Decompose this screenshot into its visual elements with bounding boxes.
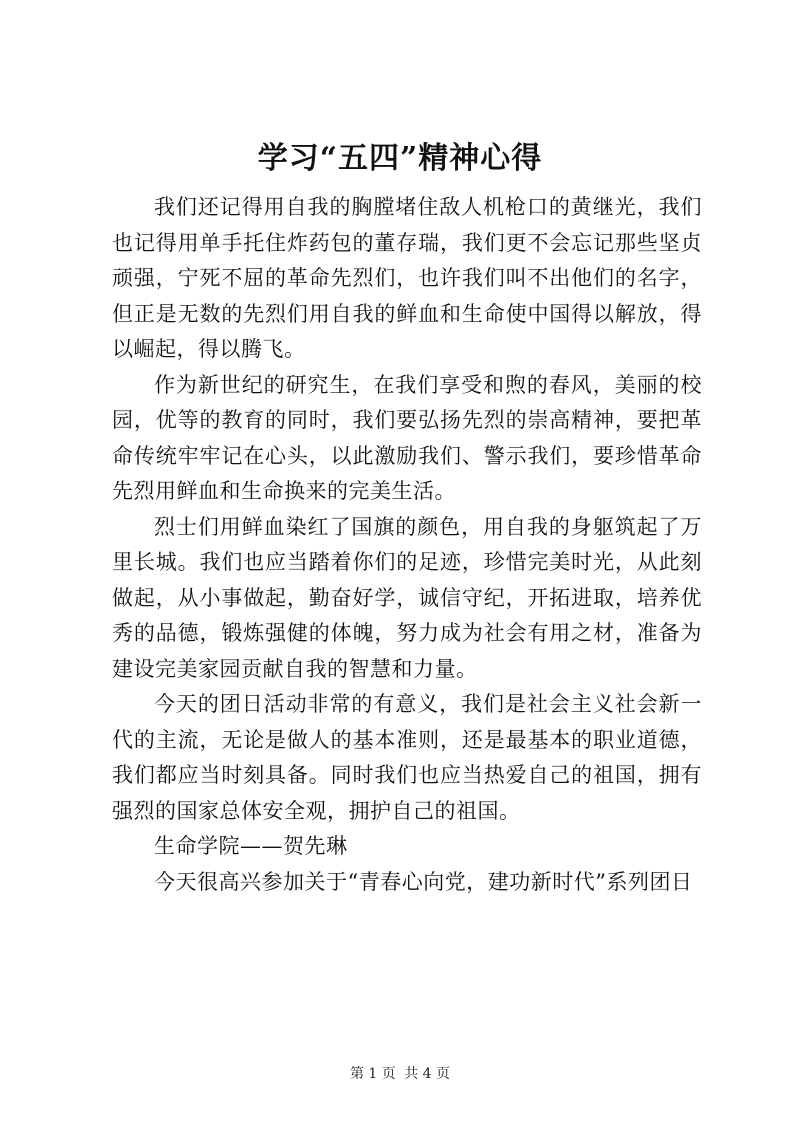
paragraph-5: 今天很高兴参加关于“青春心向党，建功新时代”系列团日: [154, 869, 693, 894]
paragraph-2: 作为新世纪的研究生，在我们享受和煦的春风，美丽的校园，优等的教育的同时，我们要弘扬先烈的崇高精神，要把革命传统牢牢记在心头，以此激励我们、警示我们，要珍惜革命先烈用鲜血和生命换来的完美生活。: [112, 372, 702, 503]
page-number: 第 1 页: [349, 1066, 396, 1082]
page-total: 共 4 页: [404, 1066, 451, 1082]
page-footer: [0, 1064, 800, 1084]
document-title: 学习“五四”精神心得: [257, 141, 543, 176]
paragraph-1: 我们还记得用自我的胸膛堵住敌人机枪口的黄继光，我们也记得用单手托住炸药包的董存瑞，我们更不会忘记那些坚贞顽强，宁死不屈的革命先烈们，也许我们叫不出他们的名字，但正是无数的先烈们用自我的鲜血和生命使中国得以解放，得以崛起，得以腾飞。: [112, 195, 702, 361]
paragraph-4: 今天的团日活动非常的有意义，我们是社会主义社会新一代的主流，无论是做人的基本准则，还是最基本的职业道德，我们都应当时刻具备。同时我们也应当热爱自己的祖国，拥有强烈的国家总体安全观，拥护自己的祖国。: [112, 692, 702, 823]
author-signature: 生命学院——贺先琳: [154, 834, 348, 858]
paragraph-3: 烈士们用鲜血染红了国旗的颜色，用自我的身躯筑起了万里长城。我们也应当踏着你们的足迹，珍惜完美时光，从此刻做起，从小事做起，勤奋好学，诚信守纪，开拓进取，培养优秀的品德，锻炼强健的体魄，努力成为社会有用之材，准备为建设完美家园贡献自我的智慧和力量。: [112, 514, 702, 681]
document-body: [112, 190, 702, 900]
